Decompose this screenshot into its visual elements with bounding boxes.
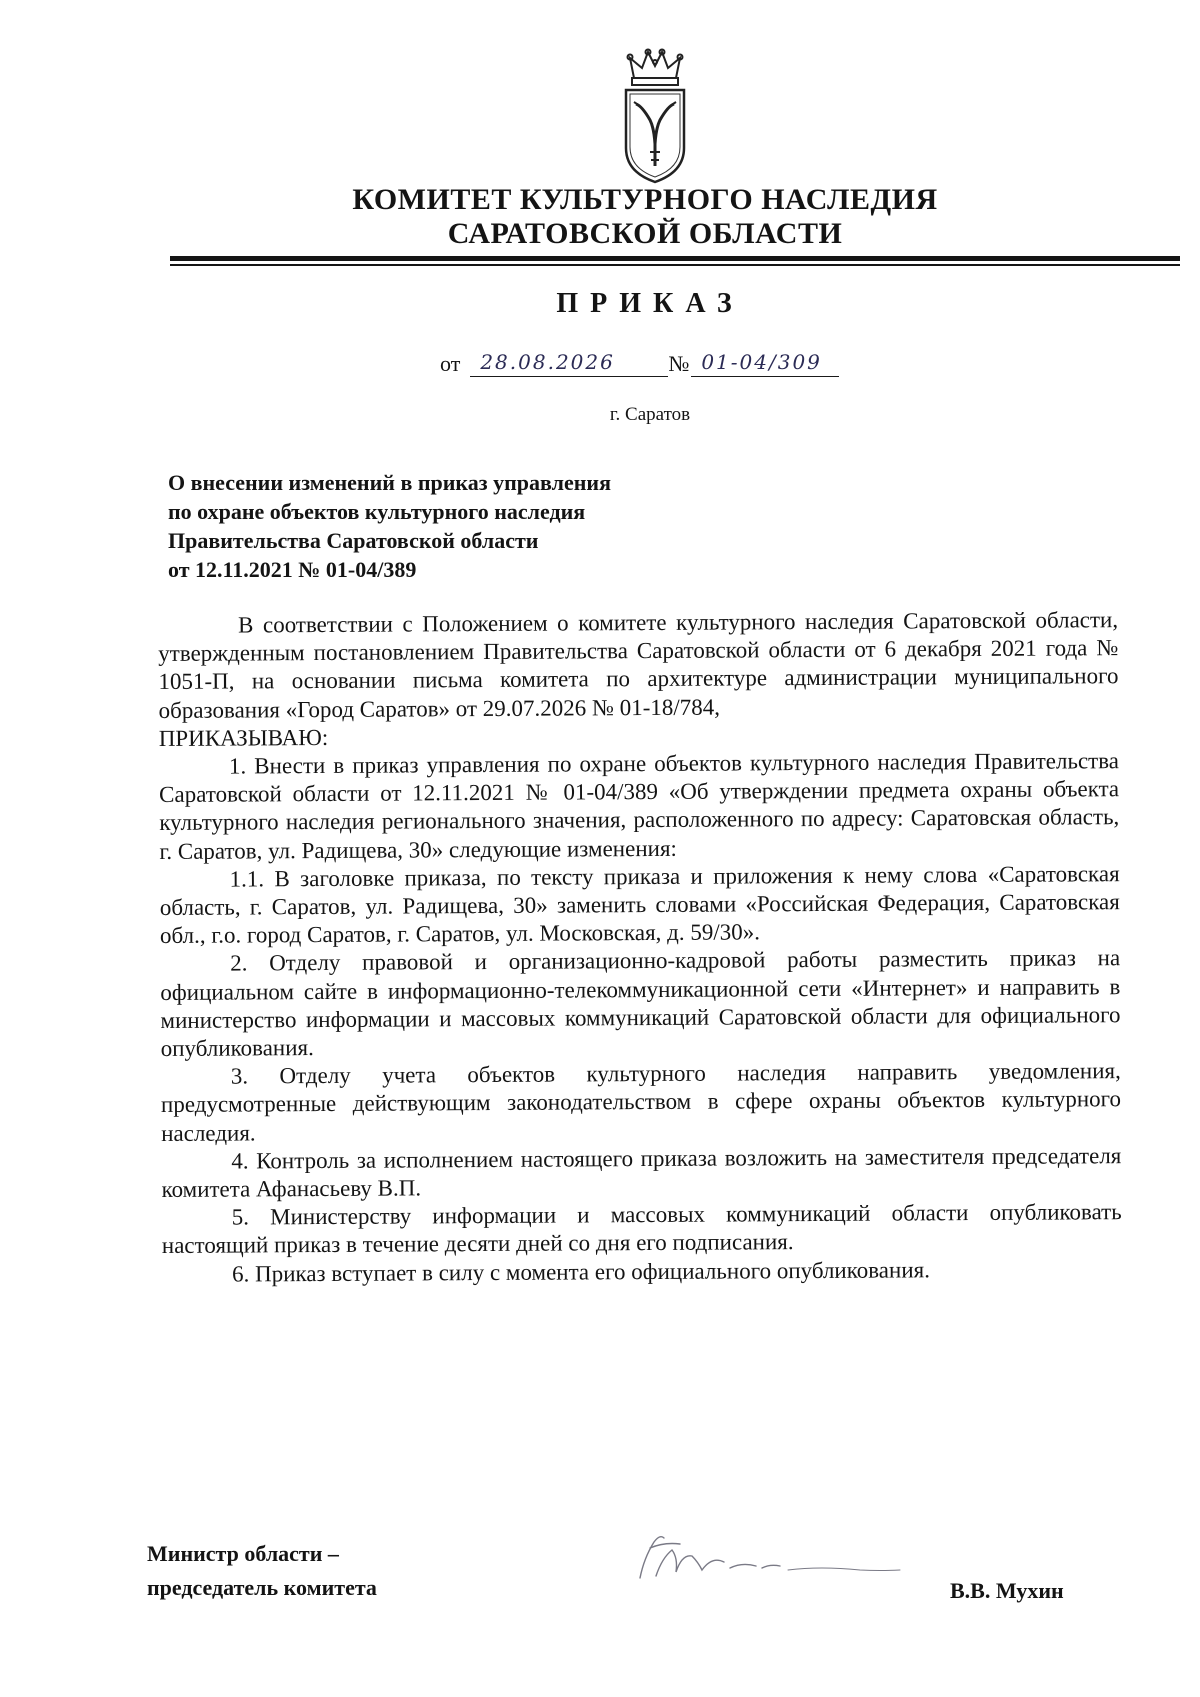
number-prefix: № [668,351,690,376]
coat-of-arms-icon [620,48,690,184]
order-item: 1. Внести в приказ управления по охране объектов культурного наследия Правительства Саратовской области от 12.11.2021 № 01-04/389 «Об утверждении предмета охраны объекта культурного наследия регионального значения, расположенного по адресу: Саратовская область, г. Саратов, ул. Радищева, 30» следующие изменения: [159,748,1120,864]
handwritten-date: 28.08.2026 [470,350,668,377]
handwritten-signature-icon [620,1528,910,1588]
date-number-line [440,350,839,377]
order-item: 4. Контроль за исполнением настоящего приказа возложить на заместителя председателя комитета Афанасьеву В.П. [161,1142,1122,1203]
organization-name-line2: САРАТОВСКОЙ ОБЛАСТИ [447,217,843,250]
organization-name-line1: КОМИТЕТ КУЛЬТУРНОГО НАСЛЕДИЯ [352,183,938,216]
position-line: Министр области – [147,1541,339,1566]
header-rule-thick [170,256,1180,261]
order-body [158,606,1122,1289]
signatory-name: В.В. Мухин [950,1578,1064,1603]
order-item: 3. Отделу учета объектов культурного наследия направить уведомления, предусмотренные действующим законодательством в сфере охраны объектов культурного наследия. [160,1058,1122,1146]
handwritten-number: 01-04/309 [691,350,839,377]
order-item: 1.1. В заголовке приказа, по тексту приказа и приложения к нему слова «Саратовская область, г. Саратов, ул. Радищева, 30» заменить словами «Российская Федерация, Саратовская обл., г.о. город Саратов, г. Саратов, ул. Московская, д. 59/30». [159,860,1120,949]
signatory-position [147,1537,377,1605]
decree-word: ПРИКАЗЫВАЮ: [158,724,329,751]
subject-line: О внесении изменений в приказ управления [168,470,611,495]
order-subject [168,468,808,584]
subject-line: по охране объектов культурного наследия [168,499,586,524]
header-rule-thin [170,264,1180,266]
position-line: председатель комитета [147,1575,377,1600]
city: г. Саратов [609,404,691,425]
preamble-paragraph: В соответствии с Положением о комитете культурного наследия Саратовской области, утвержденным постановлением Правительства Саратовской области от 6 декабря 2021 года № 1051-П, на основании письма комитета по архитектуре администрации муниципального образования «Город Саратов» от 29.07.2026 № 01-18/784, [158,607,1119,723]
subject-line: Правительства Саратовской области [168,528,539,553]
document-type-title: ПРИКАЗ [556,288,744,319]
date-prefix: от [440,351,461,376]
order-item: 2. Отделу правовой и организационно-кадровой работы разместить приказ на официальном сайте в информационно-телекоммуникационной сети «Интернет» и направить в министерство информации и массовых коммуникаций Саратовской области для официального опубликования. [160,945,1121,1062]
subject-line: от 12.11.2021 № 01-04/389 [168,557,417,582]
order-item: 6. Приказ вступает в силу с момента его официального опубликования. [231,1256,930,1287]
order-item: 5. Министерству информации и массовых коммуникаций области опубликовать настоящий приказ в течение десяти дней со дня его подписания. [161,1199,1122,1259]
